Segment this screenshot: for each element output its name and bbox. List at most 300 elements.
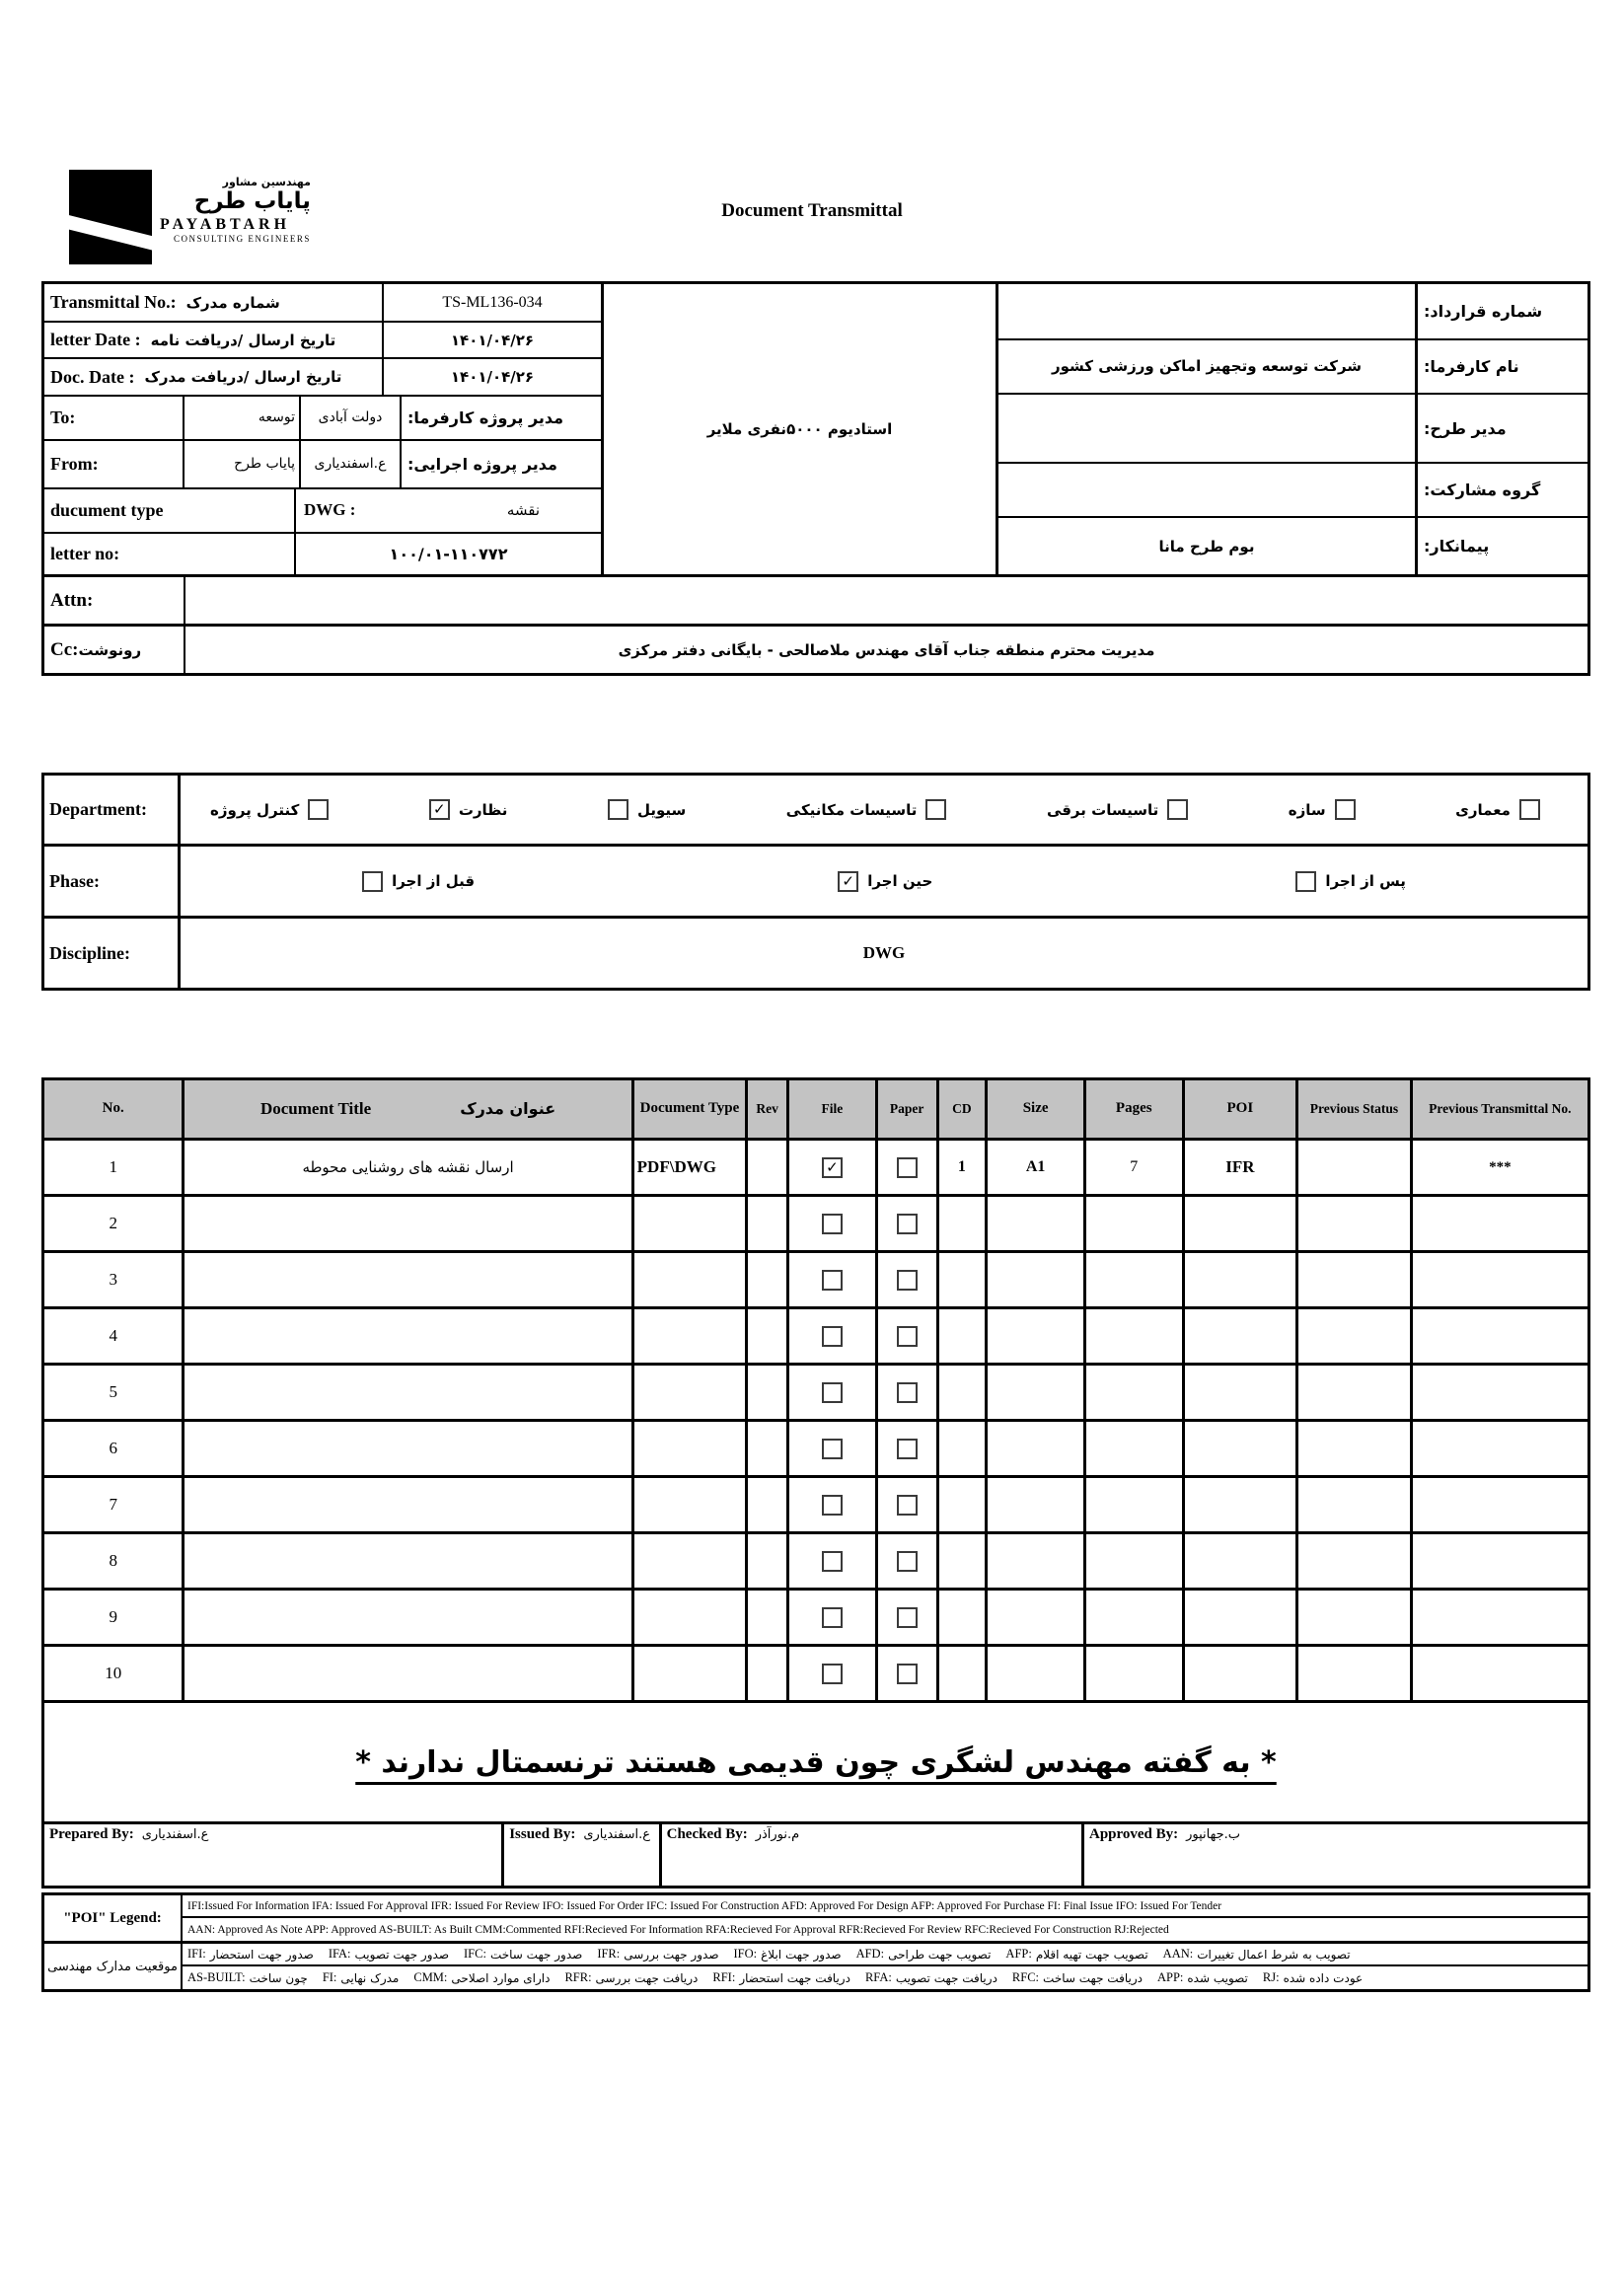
row-10-poi	[1185, 1647, 1299, 1700]
approved-by-label: Approved By:	[1088, 1826, 1179, 1842]
row-10-title	[185, 1647, 633, 1700]
row-5-file	[789, 1366, 878, 1419]
row-3-paper-checkbox[interactable]	[897, 1270, 918, 1291]
row-8-type	[634, 1534, 749, 1588]
row-8-paper-checkbox[interactable]	[897, 1551, 918, 1572]
row-6-type	[634, 1422, 749, 1475]
row-2-file	[789, 1197, 878, 1250]
row-3-type	[634, 1253, 749, 1306]
document-row-4	[44, 1306, 1587, 1363]
doc-date-row	[44, 359, 601, 396]
cc-label	[44, 627, 185, 673]
department-options	[181, 776, 1587, 844]
document-row-5	[44, 1363, 1587, 1419]
row-6-rev	[748, 1422, 789, 1475]
row-7-paper-checkbox[interactable]	[897, 1495, 918, 1516]
row-10-file	[789, 1647, 878, 1700]
row-9-paper	[878, 1591, 939, 1644]
poi-legend-label: "POI" Legend:	[44, 1895, 183, 1941]
row-5-rev	[748, 1366, 789, 1419]
department-option-3-checkbox[interactable]	[925, 799, 946, 820]
row-3-size	[988, 1253, 1086, 1306]
row-1-type: PDF\DWG	[634, 1141, 749, 1194]
row-4-no: 4	[44, 1309, 185, 1363]
logo-en-tagline: CONSULTING ENGINEERS	[174, 234, 311, 245]
row-5-prev-transmittal	[1413, 1366, 1587, 1419]
row-6-file	[789, 1422, 878, 1475]
legend-text: صدور جهت ابلاغ	[761, 1947, 842, 1962]
col-header-pages: Pages	[1086, 1080, 1185, 1138]
legend-abbr: RFI:	[712, 1970, 736, 1984]
row-9-type	[634, 1591, 749, 1644]
department-option-6-checkbox[interactable]	[1519, 799, 1540, 820]
doc-date-label-en: Doc. Date :	[50, 366, 135, 387]
row-2-type	[634, 1197, 749, 1250]
row-3-prev-status	[1298, 1253, 1413, 1306]
logo-fa-name: پایاب طرح	[193, 188, 311, 214]
document-row-8	[44, 1531, 1587, 1588]
row-5-file-checkbox[interactable]	[822, 1382, 843, 1403]
department-label: Department:	[44, 776, 181, 844]
row-4-size	[988, 1309, 1086, 1363]
jv-group-value	[998, 464, 1415, 516]
legend-text: دریافت جهت ساخت	[1043, 1970, 1143, 1985]
letter-date-row	[44, 323, 601, 359]
discipline-value: DWG	[862, 943, 906, 962]
col-header-prev-transmittal: Previous Transmittal No.	[1429, 1101, 1572, 1117]
attn-value	[185, 577, 1587, 624]
to-label: To:	[50, 407, 76, 427]
transmittal-no-value: TS-ML136-034	[382, 284, 601, 321]
letter-no-label: letter no:	[50, 543, 120, 563]
row-3-cd	[939, 1253, 989, 1306]
contractor-label: پیمانکار:	[1415, 518, 1587, 574]
cc-label-en: Cc:	[50, 638, 79, 660]
fa-legend-item-rj	[1263, 1970, 1363, 1985]
classification-block	[41, 773, 1590, 991]
row-6-file-checkbox[interactable]	[822, 1439, 843, 1459]
row-10-type	[634, 1647, 749, 1700]
phase-option-1	[838, 871, 932, 892]
left-info-table	[44, 284, 604, 574]
row-1-file-checkbox[interactable]: ✓	[822, 1157, 843, 1178]
documents-table-body	[44, 1138, 1587, 1700]
row-4-paper-checkbox[interactable]	[897, 1326, 918, 1347]
letter-no-row	[44, 534, 601, 574]
document-row-7	[44, 1475, 1587, 1531]
documents-table-header	[44, 1080, 1587, 1138]
row-4-title	[185, 1309, 633, 1363]
client-row	[998, 340, 1587, 395]
to-row	[44, 397, 601, 441]
legend-abbr: CMM:	[413, 1970, 448, 1984]
doc-date-label-fa: تاریخ ارسال /دریافت مدرک	[144, 368, 342, 387]
checked-by-label: Checked By:	[666, 1826, 748, 1842]
row-8-cd	[939, 1534, 989, 1588]
attn-label: Attn:	[44, 577, 185, 624]
col-header-type: Document Type	[634, 1080, 749, 1138]
fa-legend-item-ifo	[734, 1947, 842, 1962]
row-1-prev-status	[1298, 1141, 1413, 1194]
client-value: شرکت توسعه وتجهیز اماکن ورزشی کشور	[1051, 357, 1363, 376]
legend-text: دریافت جهت استحضار	[739, 1970, 850, 1985]
document-row-2	[44, 1194, 1587, 1250]
document-type-row	[44, 489, 601, 534]
row-10-prev-transmittal	[1413, 1647, 1587, 1700]
row-1-pages: 7	[1086, 1141, 1185, 1194]
row-3-rev	[748, 1253, 789, 1306]
to-person: دولت آبادی	[299, 397, 400, 439]
fa-legend-item-afp	[1005, 1947, 1147, 1962]
row-9-prev-transmittal	[1413, 1591, 1587, 1644]
row-1-title: ارسال نقشه های روشنایی محوطه	[185, 1141, 633, 1194]
phase-option-2-label: پس از اجرا	[1325, 872, 1406, 890]
row-8-paper	[878, 1534, 939, 1588]
row-6-size	[988, 1422, 1086, 1475]
row-4-rev	[748, 1309, 789, 1363]
row-9-pages	[1086, 1591, 1185, 1644]
document-row-3	[44, 1250, 1587, 1306]
row-8-file-checkbox[interactable]	[822, 1551, 843, 1572]
contract-no-row	[998, 284, 1587, 340]
row-9-paper-checkbox[interactable]	[897, 1607, 918, 1628]
phase-label: Phase:	[44, 847, 181, 916]
row-10-size	[988, 1647, 1086, 1700]
fa-legend-item-ifa	[329, 1947, 449, 1962]
legend-abbr: FI:	[322, 1970, 337, 1984]
department-option-6-label: معماری	[1455, 800, 1511, 819]
fa-legend-group	[44, 1941, 1587, 1989]
issued-by-value: ع.اسفندیاری	[583, 1827, 651, 1842]
legend-abbr: AS-BUILT:	[187, 1970, 246, 1984]
row-10-file-checkbox[interactable]	[822, 1664, 843, 1684]
department-option-2-label: سیویل	[636, 800, 687, 819]
row-1-paper	[878, 1141, 939, 1194]
row-7-size	[988, 1478, 1086, 1531]
legend-abbr: IFO:	[733, 1947, 758, 1961]
project-name: استادیوم ۵۰۰۰نفری ملایر	[706, 420, 893, 438]
fa-legend-item-fi	[323, 1970, 400, 1985]
row-6-cd	[939, 1422, 989, 1475]
fa-legend-line-1	[183, 1944, 1587, 1966]
cc-row	[41, 627, 1590, 676]
department-option-4-checkbox[interactable]	[1167, 799, 1188, 820]
phase-option-2-checkbox[interactable]	[1295, 871, 1316, 892]
row-8-prev-transmittal	[1413, 1534, 1587, 1588]
legend-abbr: IFR:	[597, 1947, 621, 1961]
row-7-no: 7	[44, 1478, 185, 1531]
document-type-label: ducument type	[50, 499, 164, 520]
row-2-no: 2	[44, 1197, 185, 1250]
phase-option-0-label: قبل از اجرا	[392, 872, 476, 890]
legend-abbr: AAN:	[1162, 1947, 1194, 1961]
fa-legend-item-cmm	[413, 1970, 550, 1985]
client-pm-label: مدیر پروژه کارفرما:	[400, 397, 601, 439]
phase-option-1-checkbox[interactable]: ✓	[838, 871, 858, 892]
row-4-poi	[1185, 1309, 1299, 1363]
from-org: پایاب طرح	[183, 441, 299, 487]
letter-date-label-fa: تاریخ ارسال /دریافت نامه	[150, 331, 336, 349]
legend-text: تصویب به شرط اعمال تغییرات	[1197, 1947, 1351, 1962]
design-manager-row	[998, 395, 1587, 465]
row-8-poi	[1185, 1534, 1299, 1588]
row-8-file	[789, 1534, 878, 1588]
legend-abbr: RFR:	[564, 1970, 592, 1984]
legend-text: دارای موارد اصلاحی	[451, 1970, 551, 1985]
row-9-rev	[748, 1591, 789, 1644]
row-2-rev	[748, 1197, 789, 1250]
row-2-pages	[1086, 1197, 1185, 1250]
row-7-poi	[1185, 1478, 1299, 1531]
col-header-file: File	[789, 1080, 878, 1138]
row-9-file-checkbox[interactable]	[822, 1607, 843, 1628]
row-1-paper-checkbox[interactable]	[897, 1157, 918, 1178]
note-text: * به گفته مهندس لشگری چون قدیمی هستند ترنسمتال ندارند *	[355, 1744, 1277, 1780]
legend-text: صدور جهت ساخت	[489, 1947, 583, 1962]
document-type-value: DWG :	[304, 500, 356, 520]
department-option-0-label: کنترل پروژه	[210, 800, 300, 819]
phase-option-2	[1295, 871, 1405, 892]
document-row-6	[44, 1419, 1587, 1475]
row-9-title	[185, 1591, 633, 1644]
row-5-type	[634, 1366, 749, 1419]
row-2-prev-status	[1298, 1197, 1413, 1250]
legend-abbr: AFP:	[1005, 1947, 1032, 1961]
transmittal-no-label-en: Transmittal No.:	[50, 292, 177, 313]
document-row-9	[44, 1588, 1587, 1644]
project-name-cell	[604, 284, 998, 574]
approved-by-value: ب.جهانپور	[1186, 1827, 1241, 1842]
row-2-poi	[1185, 1197, 1299, 1250]
row-10-cd	[939, 1647, 989, 1700]
row-10-prev-status	[1298, 1647, 1413, 1700]
col-header-poi: POI	[1185, 1080, 1299, 1138]
legend-text: تصویب جهت تهیه اقلام	[1035, 1947, 1148, 1962]
row-9-file	[789, 1591, 878, 1644]
legend-text: صدور جهت استحضار	[209, 1947, 314, 1962]
page-title: Document Transmittal	[721, 200, 903, 221]
legend-block	[41, 1892, 1590, 1992]
legend-abbr: RFA:	[864, 1970, 892, 1984]
fa-legend-item-rfr	[564, 1970, 698, 1985]
row-8-rev	[748, 1534, 789, 1588]
row-2-paper	[878, 1197, 939, 1250]
row-8-no: 8	[44, 1534, 185, 1588]
contractor-value: بوم طرح مانا	[1158, 537, 1255, 555]
row-5-prev-status	[1298, 1366, 1413, 1419]
discipline-label: Discipline:	[44, 919, 181, 988]
fa-legend-item-app	[1157, 1970, 1248, 1985]
department-option-5-label: سازه	[1288, 800, 1326, 819]
legend-abbr: IFC:	[464, 1947, 486, 1961]
poi-legend-line-2: AAN: Approved As Note APP: Approved AS-BUILT: As Built CMM:Commented RFI:Recieved For Information RFA:Recieved For Approval RFR:Recieved For Review RFC:Recieved For Construction RJ:Rejected	[187, 1923, 1169, 1936]
row-6-pages	[1086, 1422, 1185, 1475]
header-info-block	[41, 281, 1590, 676]
legend-text: صدور جهت تصویب	[354, 1947, 450, 1962]
row-3-prev-transmittal	[1413, 1253, 1587, 1306]
documents-table	[41, 1077, 1590, 1889]
from-label: From:	[50, 453, 99, 474]
legend-abbr: IFI:	[187, 1947, 206, 1961]
fa-legend-item-rfc	[1012, 1970, 1143, 1985]
checked-by-cell	[662, 1824, 1084, 1886]
contract-no-label: شماره قرارداد:	[1415, 284, 1587, 338]
col-header-cd: CD	[939, 1080, 989, 1138]
row-10-pages	[1086, 1647, 1185, 1700]
row-7-file-checkbox[interactable]	[822, 1495, 843, 1516]
row-7-paper	[878, 1478, 939, 1531]
phase-row	[44, 847, 1587, 919]
row-2-size	[988, 1197, 1086, 1250]
letter-date-value: ۱۴۰۱/۰۴/۲۶	[382, 323, 601, 357]
row-9-size	[988, 1591, 1086, 1644]
row-6-prev-transmittal	[1413, 1422, 1587, 1475]
row-5-paper-checkbox[interactable]	[897, 1382, 918, 1403]
row-9-poi	[1185, 1591, 1299, 1644]
row-3-no: 3	[44, 1253, 185, 1306]
note-row	[44, 1700, 1587, 1821]
legend-text: چون ساخت	[249, 1970, 308, 1985]
row-1-cd: 1	[939, 1141, 989, 1194]
document-row-1	[44, 1138, 1587, 1194]
row-1-no: 1	[44, 1141, 185, 1194]
from-row	[44, 441, 601, 489]
fa-legend-item-ifr	[597, 1947, 718, 1962]
contractor-row	[998, 518, 1587, 574]
department-option-4-label: تاسیسات برقی	[1046, 800, 1159, 819]
department-option-1-checkbox[interactable]: ✓	[429, 799, 450, 820]
row-4-file-checkbox[interactable]	[822, 1326, 843, 1347]
row-7-prev-status	[1298, 1478, 1413, 1531]
row-3-title	[185, 1253, 633, 1306]
row-7-prev-transmittal	[1413, 1478, 1587, 1531]
transmittal-no-row	[44, 284, 601, 323]
col-header-paper: Paper	[878, 1080, 939, 1138]
department-option-0	[210, 799, 329, 820]
phase-option-0-checkbox[interactable]	[362, 871, 383, 892]
col-header-rev: Rev	[748, 1080, 789, 1138]
row-5-title	[185, 1366, 633, 1419]
row-3-file-checkbox[interactable]	[822, 1270, 843, 1291]
row-7-rev	[748, 1478, 789, 1531]
design-manager-label: مدیر طرح:	[1415, 395, 1587, 463]
department-option-3-label: تاسیسات مکانیکی	[785, 800, 918, 819]
row-7-cd	[939, 1478, 989, 1531]
row-9-prev-status	[1298, 1591, 1413, 1644]
row-10-paper	[878, 1647, 939, 1700]
row-2-prev-transmittal	[1413, 1197, 1587, 1250]
legend-text: صدور جهت بررسی	[624, 1947, 719, 1962]
jv-group-row	[998, 464, 1587, 518]
fa-legend-item-rfa	[865, 1970, 997, 1985]
row-4-cd	[939, 1309, 989, 1363]
phase-options	[181, 847, 1587, 916]
department-option-2-checkbox[interactable]	[608, 799, 628, 820]
client-label: نام کارفرما:	[1415, 340, 1587, 393]
department-option-0-checkbox[interactable]	[308, 799, 329, 820]
transmittal-no-label-fa: شماره مدرک	[185, 293, 280, 312]
executive-pm-label: مدیر پروژه اجرایی:	[400, 441, 601, 487]
row-1-rev	[748, 1141, 789, 1194]
row-2-paper-checkbox[interactable]	[897, 1214, 918, 1234]
phase-option-1-label: حین اجرا	[867, 872, 933, 890]
row-8-size	[988, 1534, 1086, 1588]
row-8-prev-status	[1298, 1534, 1413, 1588]
fa-legend-item-rfi	[712, 1970, 850, 1985]
col-header-title-en: Document Title	[259, 1099, 372, 1119]
fa-legend-line-2	[183, 1966, 1587, 1989]
row-2-file-checkbox[interactable]	[822, 1214, 843, 1234]
department-option-2	[608, 799, 686, 820]
jv-group-label: گروه مشارکت:	[1415, 464, 1587, 516]
row-7-file	[789, 1478, 878, 1531]
col-header-title-fa: عنوان مدرک	[460, 1098, 556, 1118]
row-6-prev-status	[1298, 1422, 1413, 1475]
row-5-cd	[939, 1366, 989, 1419]
legend-text: تصویب جهت طراحی	[888, 1947, 992, 1962]
department-option-4	[1047, 799, 1188, 820]
issued-by-label: Issued By:	[509, 1826, 576, 1842]
department-row	[44, 776, 1587, 847]
row-6-paper-checkbox[interactable]	[897, 1439, 918, 1459]
signoff-row	[44, 1821, 1587, 1886]
row-7-pages	[1086, 1478, 1185, 1531]
fa-legend-item-ifi	[187, 1947, 314, 1962]
row-4-file	[789, 1309, 878, 1363]
row-9-no: 9	[44, 1591, 185, 1644]
logo-en-name: PAYABTARH	[160, 216, 291, 234]
row-10-paper-checkbox[interactable]	[897, 1664, 918, 1684]
department-option-5	[1289, 799, 1356, 820]
fa-legend-item-aan	[1163, 1947, 1351, 1962]
row-4-prev-transmittal	[1413, 1309, 1587, 1363]
legend-abbr: RJ:	[1262, 1970, 1280, 1984]
letter-no-value: ۱۰۰/۰۱-۱۱۰۷۷۲	[294, 534, 601, 574]
row-8-pages	[1086, 1534, 1185, 1588]
row-4-type	[634, 1309, 749, 1363]
row-10-no: 10	[44, 1647, 185, 1700]
row-6-paper	[878, 1422, 939, 1475]
row-6-poi	[1185, 1422, 1299, 1475]
letter-date-label-en: letter Date :	[50, 330, 141, 350]
department-option-3	[786, 799, 947, 820]
poi-legend-group	[44, 1895, 1587, 1941]
department-option-1-label: نظارت	[458, 800, 508, 819]
row-7-type	[634, 1478, 749, 1531]
department-option-5-checkbox[interactable]	[1335, 799, 1356, 820]
right-info-table	[998, 284, 1587, 574]
row-5-size	[988, 1366, 1086, 1419]
cc-value: مدیریت محترم منطقه جناب آقای مهندس ملاصالحی - بایگانی دفتر مرکزی	[618, 640, 1155, 659]
row-7-title	[185, 1478, 633, 1531]
legend-abbr: IFA:	[328, 1947, 351, 1961]
contract-no-value	[998, 284, 1415, 338]
prepared-by-cell	[44, 1824, 504, 1886]
issued-by-cell	[504, 1824, 661, 1886]
row-9-cd	[939, 1591, 989, 1644]
legend-abbr: RFC:	[1011, 1970, 1040, 1984]
col-header-title	[185, 1080, 633, 1138]
fa-legend-item-as-built	[187, 1970, 308, 1985]
fa-legend-item-ifc	[464, 1947, 582, 1962]
row-6-no: 6	[44, 1422, 185, 1475]
row-1-file	[789, 1141, 878, 1194]
from-person: ع.اسفندیاری	[299, 441, 400, 487]
cc-label-fa: رونوشت	[78, 640, 142, 659]
checked-by-value: م.نورآذر	[755, 1827, 800, 1842]
row-3-pages	[1086, 1253, 1185, 1306]
row-1-prev-transmittal: ***	[1489, 1158, 1512, 1175]
